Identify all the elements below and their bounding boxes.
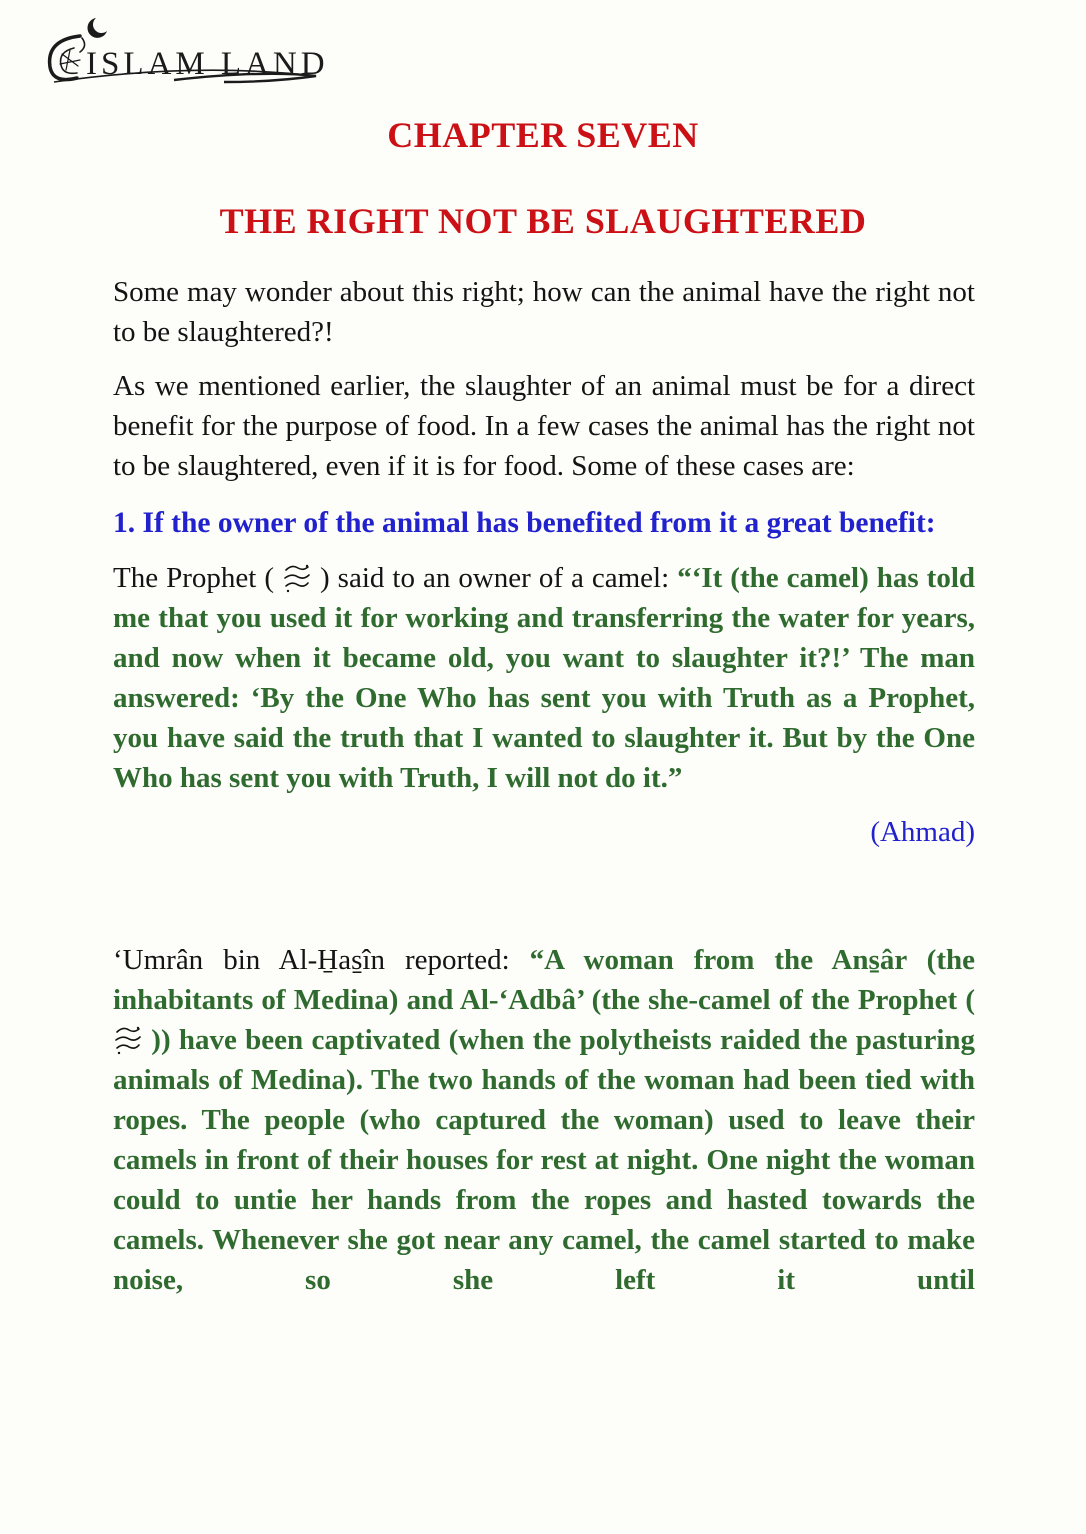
content-area: [113, 272, 975, 1300]
islam-land-logo: [0, 0, 1086, 92]
text-segment-green: )) have been captivated (when the polytheists raided the pasturing animals of Medina). The two hands of the woman had been tied with ropes. The people (who captured the woman) used to leave their camels in front of their houses for rest at night. One night the woman could to untie her hands from the ropes and hasted towards the camels. Whenever she got near any camel, the camel started to make noise, so she left it until: [113, 1024, 976, 1296]
text-segment-green: “A woman from the Ans̱âr (the inhabitants of Medina) and Al-‘Adbâ’ (the she-camel of the Prophet (: [113, 944, 975, 1016]
text-segment-green: “‘It (the camel) has told me that you used it for working and transferring the water for years, and now when it became old, you want to slaughter it?!’ The man answered: ‘By the One Who has sent you with Truth as a Prophet, you have said the truth that I wanted to slaughter it. But by the One Who has sent you with Truth, I will not do it.”: [113, 562, 976, 794]
hadith-1-source: (Ahmad): [870, 816, 975, 848]
hadith-1-paragraph: [113, 558, 975, 798]
page-title: THE RIGHT NOT BE SLAUGHTERED: [219, 201, 867, 241]
pbuh-symbol-icon: [282, 562, 312, 594]
crescent-icon: [87, 18, 107, 38]
text-segment-normal: The Prophet (: [113, 562, 274, 594]
pbuh-symbol-icon: [113, 1024, 143, 1056]
chapter-heading: CHAPTER SEVEN: [387, 115, 699, 155]
hadith-2-paragraph: [113, 940, 975, 1300]
calligraphy-icon: [50, 36, 85, 80]
case-1-heading: 1. If the owner of the animal has benefited from it a great benefit:: [113, 507, 936, 539]
text-segment-normal: ‘Umrân bin Al-H̱as̱în reported:: [113, 944, 530, 976]
paragraph-explanation: As we mentioned earlier, the slaughter of an animal must be for a direct benefit for the purpose of food. In a few cases the animal has the right not to be slaughtered, even if it is for food. Some of these cases are:: [113, 370, 975, 482]
logo-text: ISLAM LAND: [86, 46, 329, 82]
text-segment-normal: ) said to an owner of a camel:: [320, 562, 678, 594]
paragraph-intro: Some may wonder about this right; how can the animal have the right not to be slaughtered?!: [113, 276, 975, 348]
